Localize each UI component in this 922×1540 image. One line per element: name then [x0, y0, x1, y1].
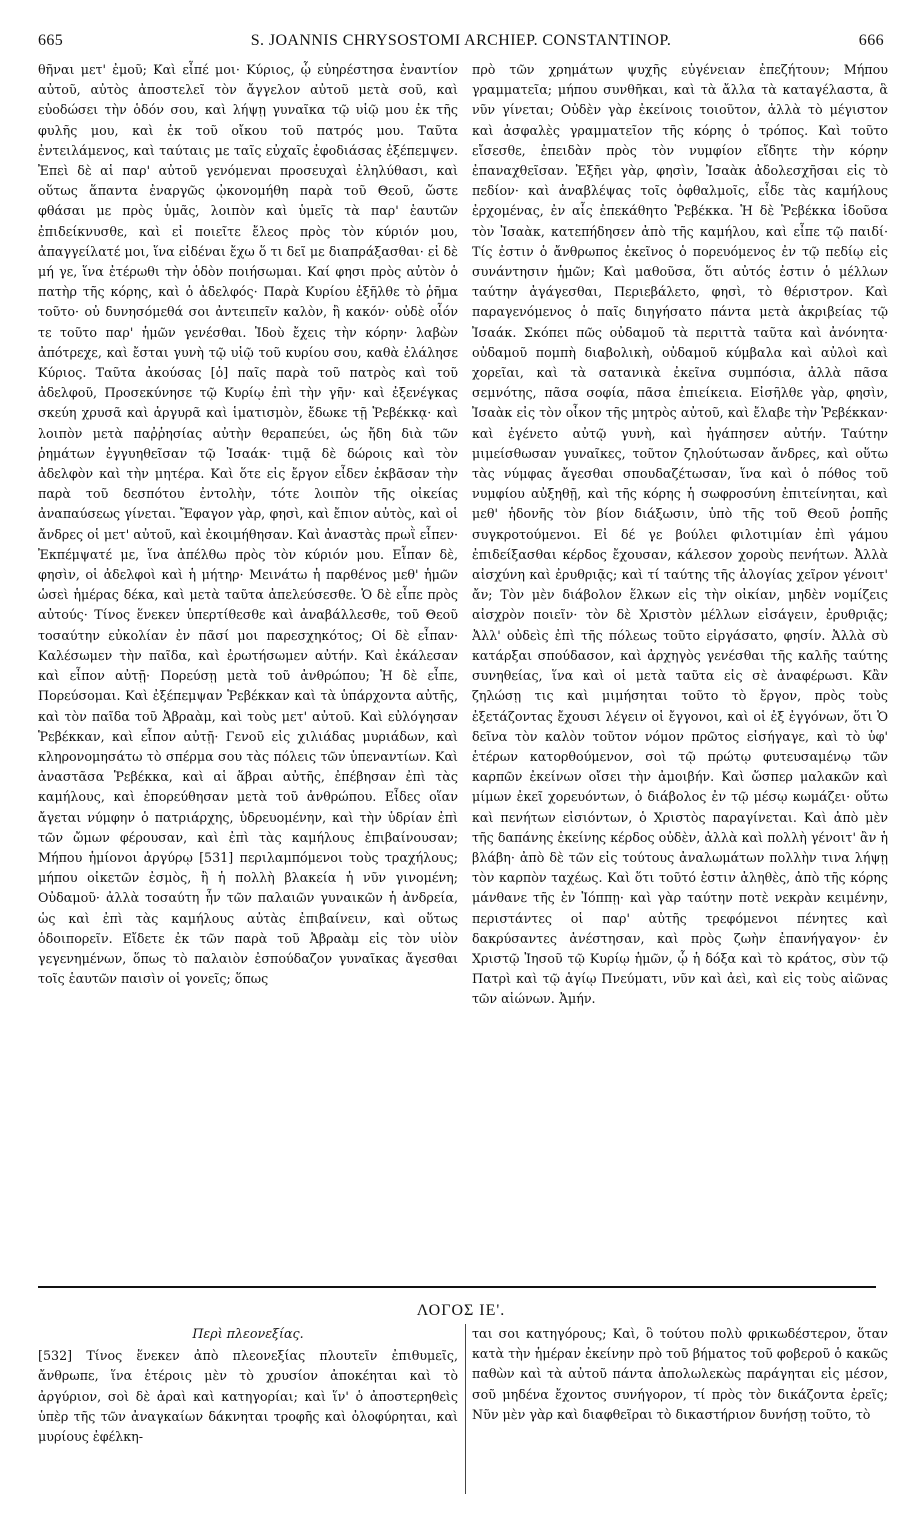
- section-left-column: [38, 1324, 458, 1524]
- page-number-left: 665: [38, 32, 64, 49]
- left-column-text: θῆναι μετ' ἐμοῦ; Καὶ εἶπέ μοι· Κύριος, ᾧ εὐηρέστησα ἐναντίον αὐτοῦ, αὐτὸς ἀποστελεῖ τὸν ἄγγελον αὐτοῦ μετὰ σοῦ, καὶ εὐοδώσει τὴν ὁδόν σου, καὶ λήψῃ γυναῖκα τῷ υἱῷ μου ἐκ τῆς φυλῆς μου, καὶ ἐκ τοῦ οἴκου τοῦ πατρός μου. Ταῦτα ἐντειλάμενος, καὶ ταύταις με ταῖς εὐχαῖς ἐφοδιάσας ἐξέπεμψεν. Ἐπεὶ δὲ αἱ παρ' αὐτοῦ γενόμεναι προσευχαὶ ἐληλύθασι, καὶ οὕτως ἅπαντα ἐναργῶς ᾠκονομήθη παρὰ τοῦ Θεοῦ, ὥστε φθάσαι με πρὸς ὑμᾶς, λοιπὸν καὶ ὑμεῖς τὰ παρ' ἑαυτῶν ἐπιδείκνυσθε, καὶ εἰ ποιεῖτε ἔλεος πρὸς τὸν κύριόν μου, ἀπαγγείλατέ μοι, ἵνα εἰδέναι ἔχω ὅ τι δεῖ με διαπράξασθαι· εἰ δὲ μή γε, ἵνα ἐτέρωθι τὴν ὁδὸν ποιήσωμαι. Καί φησι πρὸς αὐτὸν ὁ πατὴρ τῆς κόρης, καὶ ὁ ἀδελφός· Παρὰ Κυρίου ἐξῆλθε τὸ ῥῆμα τοῦτο· οὐ δυνησόμεθά σοι ἀντειπεῖν καλὸν, ἢ κακόν· οὐδὲ οἷόν τε τοῦτο παρ' ἡμῶν γενέσθαι. Ἰδοὺ ἔχεις τὴν κόρην· λαβὼν ἀπότρεχε, καὶ ἔσται γυνὴ τῷ υἱῷ τοῦ κυρίου σου, καθὰ ἐλάλησε Κύριος. Ταῦτα ἀκούσας [ὁ] παῖς παρὰ τοῦ πατρὸς καὶ τοῦ ἀδελφοῦ, Προσεκύνησε τῷ Κυρίῳ ἐπὶ τὴν γῆν· καὶ ἐξενέγκας σκεύη χρυσᾶ καὶ ἀργυρᾶ καὶ ἱματισμὸν, ἔδωκε τῇ Ῥεβέκκᾳ· καὶ λοιπὸν μετὰ παῤῥησίας αὐτὴν θεραπεύει, ὡς ἤδη διὰ τῶν ῥημάτων ἐγγυηθεῖσαν τῷ Ἰσαάκ· τιμᾷ δὲ δώροις καὶ τὸν ἀδελφὸν καὶ τὴν μητέρα. Καὶ ὅτε εἰς ἔργον εἶδεν ἐκβᾶσαν τὴν παρὰ τοῦ δεσπότου ἐντολὴν, τότε λοιπὸν τῆς οἰκείας ἀναπαύσεως γίνεται. Ἔφαγον γὰρ, φησὶ, καὶ ἔπιον αὐτὸς, καὶ οἱ ἄνδρες οἱ μετ' αὐτοῦ, καὶ ἐκοιμήθησαν. Καὶ ἀναστὰς πρωῒ εἶπεν· Ἐκπέμψατέ με, ἵνα ἀπέλθω πρὸς τὸν κύριόν μου. Εἶπαν δὲ, φησὶν, οἱ ἀδελφοὶ καὶ ἡ μήτηρ· Μεινάτω ἡ παρθένος μεθ' ἡμῶν ὡσεὶ ἡμέρας δέκα, καὶ μετὰ ταῦτα ἀπελεύσεσθε. Ὁ δὲ εἶπε πρὸς αὐτούς· Τίνος ἕνεκεν ὑπερτίθεσθε καὶ ἀναβάλλεσθε, τοῦ Θεοῦ τοσαύτην εὐκολίαν ἐν πᾶσί μοι παρεσχηκότος; Οἱ δὲ εἶπαν· Καλέσωμεν τὴν παῖδα, καὶ ἐρωτήσωμεν αὐτήν. Καὶ ἐκάλεσαν καὶ εἶπον αὐτῇ· Πορεύσῃ μετὰ τοῦ ἀνθρώπου; Ἡ δὲ εἶπε, Πορεύσομαι. Καὶ ἐξέπεμψαν Ῥεβέκκαν καὶ τὰ ὑπάρχοντα αὐτῆς, καὶ τὸν παῖδα τοῦ Ἀβραὰμ, καὶ τοὺς μετ' αὐτοῦ. Καὶ εὐλόγησαν Ῥεβέκκαν, καὶ εἶπον αὐτῇ· Γενοῦ εἰς χιλιάδας μυριάδων, καὶ κληρονομησάτω τὸ σπέρμα σου τὰς πόλεις τῶν ὑπεναντίων. Καὶ ἀναστᾶσα Ῥεβέκκα, καὶ αἱ ἅβραι αὐτῆς, ἐπέβησαν ἐπὶ τὰς καμήλους, καὶ ἐπορεύθησαν μετὰ τοῦ ἀνθρώπου. Εἶδες οἵαν ἄγεται νύμφην ὁ πατριάρχης, ὑδρευομένην, καὶ τὴν ὑδρίαν ἐπὶ τῶν ὤμων φέρουσαν, καὶ ἐπὶ τὰς καμήλους ἐπιβαίνουσαν; Μήπου ἡμίονοι ἀργύρῳ [531] περιλαμπόμενοι τοὺς τραχήλους; μήπου οἰκετῶν ἐσμὸς, ἢ ἡ πολλὴ βλακεία ἡ νῦν γινομένη; Οὐδαμοῦ· ἀλλὰ τοσαύτη ἦν τῶν παλαιῶν γυναικῶν ἡ ἀνδρεία, ὡς καὶ ἐπὶ τὰς καμήλους αὐτὰς ἐπιβαίνειν, καὶ οὕτως ὁδοιπορεῖν. Εἴδετε ἐκ τῶν παρὰ τοῦ Ἀβραὰμ εἰς τὸν υἱὸν γεγενημένων, ὅπως τὸ παλαιὸν ἐσπούδαζον γυναῖκας ἄγεσθαι τοῖς ἑαυτῶν παισὶν οἱ γονεῖς; ὅπως: [38, 62, 458, 987]
- right-column-text: πρὸ τῶν χρημάτων ψυχῆς εὐγένειαν ἐπεζήτουν; Μήπου γραμματεῖα; μήπου συνθῆκαι, καὶ τὰ ἄλλα τὰ καταγέλαστα, ἃ νῦν γίνεται; Οὐδὲν γὰρ ἐκείνοις τοιοῦτον, ἀλλὰ τὸ μέγιστον καὶ ἀσφαλὲς γραμματεῖον τῆς κόρης ὁ τρόπος. Καὶ τοῦτο εἴσεσθε, ἐπειδὰν πρὸς τὸν νυμφίον εἴδητε τὴν κόρην ἐπαναχθεῖσαν. Ἐξῆει γὰρ, φησὶν, Ἰσαὰκ ἀδολεσχῆσαι εἰς τὸ πεδίον· καὶ ἀναβλέψας τοῖς ὀφθαλμοῖς, εἶδε τὰς καμήλους ἐρχομένας, ἐν αἷς ἐπεκάθητο Ῥεβέκκα. Ἡ δὲ Ῥεβέκκα ἰδοῦσα τὸν Ἰσαὰκ, κατεπήδησεν ἀπὸ τῆς καμήλου, καὶ εἶπε τῷ παιδί· Τίς ἐστιν ὁ ἄνθρωπος ἐκεῖνος ὁ πορευόμενος ἐν τῷ πεδίῳ εἰς συνάντησιν ἡμῶν; Καὶ μαθοῦσα, ὅτι αὐτός ἐστιν ὁ μέλλων ταύτην ἀγάγεσθαι, Περιεβάλετο, φησὶ, τὸ θέριστρον. Καὶ παραγενόμενος ὁ παῖς διηγήσατο πάντα μετὰ ἀκριβείας τῷ Ἰσαάκ. Σκόπει πῶς οὐδαμοῦ τὰ περιττὰ ταῦτα καὶ ἀνόνητα· οὐδαμοῦ πομπὴ διαβολικὴ, οὐδαμοῦ κύμβαλα καὶ αὐλοὶ καὶ χορεῖαι, καὶ τὰ σατανικὰ ἐκεῖνα συμπόσια, ἀλλὰ πᾶσα σεμνότης, πᾶσα σοφία, πᾶσα ἐπιείκεια. Εἰσῆλθε γὰρ, φησὶν, Ἰσαὰκ εἰς τὸν οἶκον τῆς μητρὸς αὐτοῦ, καὶ ἔλαβε τὴν Ῥεβέκκαν· καὶ ἐγένετο αὐτῷ γυνὴ, καὶ ἠγάπησεν αὐτήν. Ταύτην μιμείσθωσαν γυναῖκες, τοῦτον ζηλούτωσαν ἄνδρες, καὶ οὕτω τὰς νύμφας ἄγεσθαι σπουδαζέτωσαν, ἵνα καὶ ὁ πόθος τοῦ νυμφίου αὐξηθῇ, καὶ τῆς κόρης ἡ σωφροσύνη ἐπιτείνηται, καὶ μεθ' ἡδονῆς τὸν βίον διάξωσιν, ὑπὸ τῆς τοῦ Θεοῦ ῥοπῆς συγκροτούμενοι. Εἰ δέ γε βούλει φιλοτιμίαν ἐπὶ γάμου ἐπιδείξασθαι κέρδος ἔχουσαν, κάλεσον χοροὺς πενήτων. Ἀλλὰ αἰσχύνη καὶ ἐρυθριᾷς; καὶ τί ταύτης τῆς ἀλογίας χεῖρον γένοιτ' ἄν; Τὸν μὲν διάβολον ἕλκων εἰς τὴν οἰκίαν, μηδὲν νομίζεις αἰσχρὸν ποιεῖν· τὸν δὲ Χριστὸν μέλλων εἰσάγειν, ἐρυθριᾷς; Ἀλλ' οὐδεὶς ἐπὶ τῆς πόλεως τοῦτο εἰργάσατο, φησίν. Ἀλλὰ σὺ κατάρξαι σπούδασον, καὶ ἀρχηγὸς γενέσθαι τῆς καλῆς ταύτης συνηθείας, ἵνα καὶ οἱ μετὰ ταῦτα εἰς σὲ ἀναφέρωσι. Κἂν ζηλώσῃ τις καὶ μιμήσηται τοῦτο τὸ ἔργον, πρὸς τοὺς ἐξετάζοντας ἔχουσι λέγειν οἱ ἔγγονοι, καὶ οἱ ἐξ ἐγγόνων, ὅτι Ὁ δεῖνα τὸν καλὸν τοῦτον νόμον πρῶτος εἰσήγαγε, καὶ τὸ ὑφ' ἑτέρων κατορθούμενον, σοὶ τῷ πρώτῳ φυτευσαμένῳ τῶν καρπῶν ἐκείνων οἴσει τὴν ἀμοιβήν. Καὶ ὥσπερ μαλακῶν καὶ μίμων ἐκεῖ χορευόντων, ὁ διάβολος ἐν τῷ μέσῳ κωμάζει· οὕτω καὶ πενήτων εἰσιόντων, ὁ Χριστὸς παραγίνεται. Καὶ ἀπὸ μὲν τῆς δαπάνης ἐκείνης κέρδος οὐδὲν, ἀλλὰ καὶ πολλὴ γένοιτ' ἂν ἡ βλάβη· ἀπὸ δὲ τῶν εἰς τούτους ἀναλωμάτων πολλὴν τινα λήψῃ τὸν καρπὸν ταχέως. Καὶ ὅτι τοῦτό ἐστιν ἀληθὲς, ἀπὸ τῆς κόρης μάνθανε τῆς ἐν Ἰόππῃ· καὶ γὰρ ταύτην ποτὲ νεκρὰν κειμένην, περιστάντες οἱ παρ' αὐτῆς τρεφόμενοι πένητες καὶ δακρύσαντες ἀνέστησαν, καὶ πρὸς ζωὴν ἐπανήγαγον· ἐν Χριστῷ Ἰησοῦ τῷ Κυρίῳ ἡμῶν, ᾧ ἡ δόξα καὶ τὸ κράτος, σὺν τῷ Πατρὶ καὶ τῷ ἁγίῳ Πνεύματι, νῦν καὶ ἀεὶ, καὶ εἰς τοὺς αἰῶνας τῶν αἰώνων. Ἀμήν.: [472, 62, 888, 1007]
- right-column: [472, 60, 888, 1266]
- section-right-text: ται σοι κατηγόρους; Καὶ, ὃ τούτου πολὺ φρικωδέστερον, ὅταν κατὰ τὴν ἡμέραν ἐκείνην πρὸ τοῦ βήματος τοῦ φοβεροῦ ὁ κακῶς παθὼν καὶ τὰ αὐτοῦ πάντα ἀπολωλεκὼς παράγηται εἰς μέσον, σοῦ μηδένα ἔχοντος συνήγορον, τί πρὸς τὸν δικάζοντα ἐρεῖς; Νῦν μὲν γὰρ καὶ διαφθεῖραι τὸ δικαστήριον δυνήσῃ τοῦτο, τὸ: [472, 1326, 888, 1422]
- section-left-text: [532] Τίνος ἕνεκεν ἀπὸ πλεονεξίας πλουτεῖν ἐπιθυμεῖς, ἄνθρωπε, ἵνα ἑτέροις μὲν τὸ χρυσίον ἀποκέηται καὶ τὸ ἀργύριον, σοὶ δὲ ἀραὶ καὶ κατηγορίαι; καὶ ἵν' ὁ ἀποστερηθεὶς ὑπὲρ τῆς τῶν ἀναγκαίων δάκνηται τροφῆς καὶ ὀλοφύρηται, καὶ μυρίους ἐφέλκη-: [38, 1348, 458, 1445]
- column-divider: [465, 1324, 466, 1494]
- section-divider-rule: [38, 1286, 876, 1288]
- page-number-right: 666: [858, 32, 884, 49]
- running-title: S. JOANNIS CHRYSOSTOMI ARCHIEP. CONSTANTINOP.: [250, 32, 672, 49]
- left-column: [38, 60, 458, 1266]
- section-subtitle: Περὶ πλεονεξίας.: [192, 1326, 304, 1341]
- section-right-column: [472, 1324, 888, 1524]
- section-title: ΛΟΓΟΣ ΙΕ'.: [416, 1302, 506, 1319]
- page-header: [38, 32, 884, 58]
